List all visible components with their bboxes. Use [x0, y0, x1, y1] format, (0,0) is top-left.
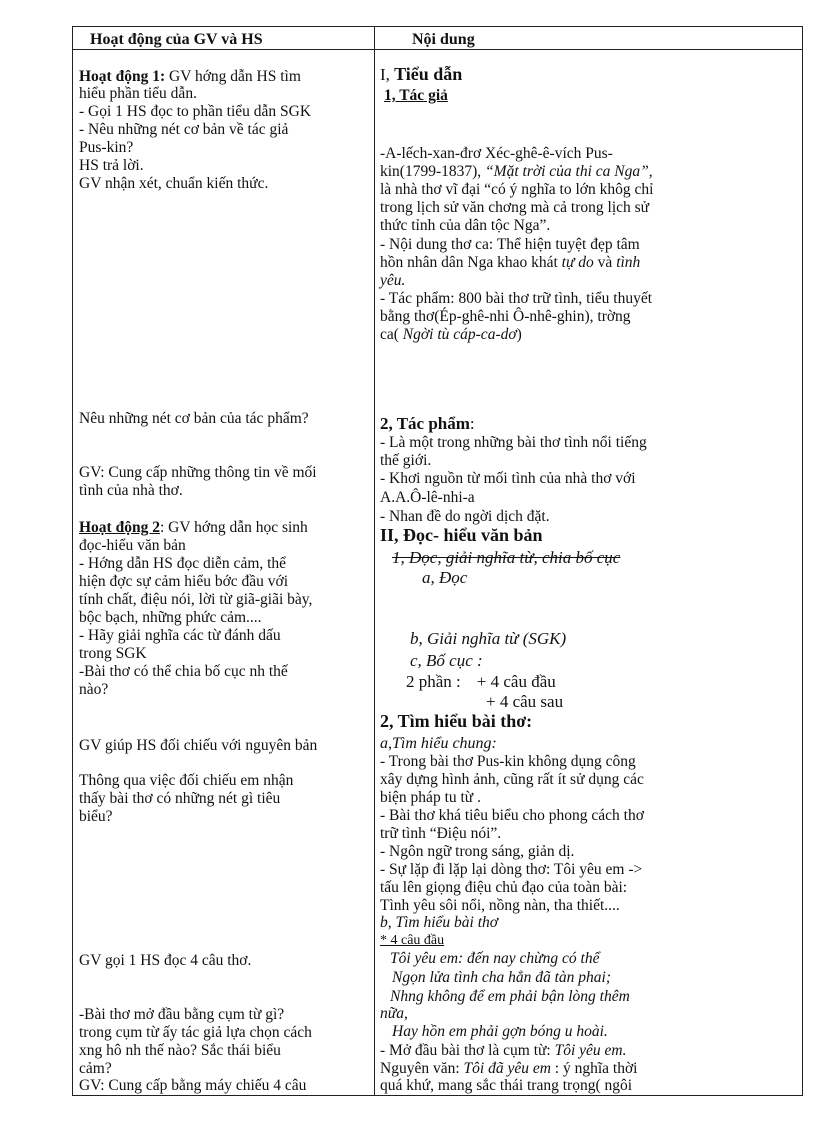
left-text: tình của nhà thơ.: [79, 482, 183, 499]
activity-2-line: Hoạt động 2: GV hớng dẫn học sinh: [79, 519, 308, 536]
poem-analysis-title: 2, Tìm hiểu bài thơ:: [380, 711, 533, 731]
right-text: yêu.: [380, 272, 406, 289]
first-four-lines-heading: * 4 câu đầu: [380, 933, 445, 948]
poem-line: Nhng không để em phải bận lòng thêm: [390, 988, 630, 1005]
activity-2-title: Hoạt động 2: [79, 519, 160, 536]
left-text: - Hớng dẫn HS đọc diễn cảm, thể: [79, 555, 287, 572]
left-text: -Bài thơ có thể chia bố cục nh thế: [79, 663, 288, 680]
header-divider: [73, 49, 802, 50]
activity-1-line: Hoạt động 1: GV hớng dẫn HS tìm: [79, 68, 301, 85]
reading-a: a, Đọc: [422, 568, 468, 587]
right-text: bằng thơ(Ép-ghê-nhi Ô-nhê-ghin), trờng: [380, 308, 631, 325]
left-text: hiện đợc sự cảm hiểu bớc đầu với: [79, 573, 289, 590]
left-text: trong cụm từ ấy tác giả lựa chọn cách: [79, 1024, 312, 1041]
reading-subheading: 1, Đọc, giải nghĩa từ, chia bố cục: [392, 548, 621, 567]
right-text: hồn nhân dân Nga khao khát tự do và tình: [380, 254, 641, 271]
reading-b: b, Giải nghĩa từ (SGK): [410, 629, 567, 648]
general-heading: a,Tìm hiểu chung:: [380, 735, 497, 752]
reading-c: c, Bố cục :: [410, 651, 483, 670]
poem-line: Tôi yêu em: đến nay chừng có thể: [390, 950, 600, 967]
left-text: cảm?: [79, 1060, 112, 1077]
left-text: GV: Cung cấp những thông tin về mối: [79, 464, 317, 481]
right-text: A.A.Ô-lê-nhi-a: [380, 489, 475, 506]
left-text: - Gọi 1 HS đọc to phần tiểu dẫn SGK: [79, 103, 312, 120]
left-text: GV: Cung cấp bằng máy chiếu 4 câu: [79, 1077, 307, 1094]
right-text: Nguyên văn: Tôi đã yêu em : ý nghĩa thời: [380, 1060, 638, 1077]
left-text: GV giúp HS đối chiếu với nguyên bản: [79, 737, 318, 754]
right-text: - Sự lặp đi lặp lại dòng thơ: Tôi yêu em ->: [380, 861, 643, 878]
section-reading-title: II, Đọc- hiểu văn bản: [380, 525, 543, 545]
right-text: quá khứ, mang sắc thái trang trọng( ngôi: [380, 1077, 633, 1094]
left-text: hiểu phần tiểu dẫn.: [79, 85, 197, 102]
left-text: trong SGK: [79, 645, 147, 662]
left-text: biểu?: [79, 808, 113, 825]
right-text: là nhà thơ vĩ đại “có ý nghĩa to lớn khôg chỉ: [380, 181, 654, 198]
header-left: Hoạt động của GV và HS: [90, 31, 263, 48]
section-intro-title: I, Tiểu dẫn: [380, 64, 463, 84]
poem-line: nữa,: [380, 1005, 408, 1022]
left-text: Thông qua việc đối chiếu em nhận: [79, 772, 294, 789]
right-text: kin(1799-1837), “Mặt trời của thi ca Nga”,: [380, 163, 653, 180]
left-text: - Hãy giải nghĩa các từ đánh dấu: [79, 627, 281, 644]
right-text: - Mở đầu bài thơ là cụm từ: Tôi yêu em.: [380, 1042, 627, 1059]
right-text: trong lịch sử văn chơng mà cả trong lịch sử: [380, 199, 650, 216]
left-text: GV nhận xét, chuẩn kiến thức.: [79, 175, 269, 192]
right-text: - Bài thơ khá tiêu biểu cho phong cách thơ: [380, 807, 644, 824]
right-text: xây dựng hình ảnh, cũng rất ít sử dụng các: [380, 771, 644, 788]
poem-line: Ngọn lửa tình cha hẳn đã tàn phai;: [392, 969, 611, 986]
left-text: HS trả lời.: [79, 157, 144, 174]
left-text: đọc-hiểu văn bản: [79, 537, 186, 554]
right-text: thế giới.: [380, 452, 432, 469]
left-question-work: Nêu những nét cơ bản của tác phẩm?: [79, 410, 309, 427]
work-heading: 2, Tác phẩm:: [380, 414, 475, 433]
right-text: trữ tình “Điệu nói”.: [380, 825, 502, 842]
layout-line-2: + 4 câu sau: [486, 692, 564, 711]
right-text: biện pháp tu từ .: [380, 789, 481, 806]
left-text: thấy bài thơ có những nét gì tiêu: [79, 790, 281, 807]
poem-detail-heading: b, Tìm hiểu bài thơ: [380, 914, 499, 931]
author-heading: 1, Tác giả: [384, 87, 448, 104]
right-text: - Nhan đề do ngời dịch đặt.: [380, 508, 550, 525]
right-text: Tình yêu sôi nổi, nồng nàn, tha thiết....: [380, 897, 620, 914]
right-text: - Là một trong những bài thơ tình nổi tiếng: [380, 434, 647, 451]
right-text: - Trong bài thơ Pus-kin không dụng công: [380, 753, 636, 770]
left-text: Pus-kin?: [79, 139, 134, 156]
left-text: GV gọi 1 HS đọc 4 câu thơ.: [79, 952, 252, 969]
poem-line: Hay hồn em phải gợn bóng u hoài.: [392, 1023, 608, 1040]
right-text: - Tác phẩm: 800 bài thơ trữ tình, tiểu thuyết: [380, 290, 653, 307]
column-divider: [374, 27, 375, 1095]
left-text: -Bài thơ mở đầu bằng cụm từ gì?: [79, 1006, 285, 1023]
layout-line-1: 2 phần : + 4 câu đầu: [406, 672, 556, 691]
right-text: - Nội dung thơ ca: Thể hiện tuyệt đẹp tâm: [380, 236, 640, 253]
right-text: tấu lên giọng điệu chủ đạo của toàn bài:: [380, 879, 628, 896]
left-text: bộc bạch, những phức cảm....: [79, 609, 262, 626]
left-text: nào?: [79, 681, 109, 698]
right-text: -A-lếch-xan-đrơ Xéc-ghê-ê-vích Pus-: [380, 145, 613, 162]
right-text: ca( Ngời tù cáp-ca-dơ): [380, 326, 522, 343]
right-text: - Ngôn ngữ trong sáng, giản dị.: [380, 843, 575, 860]
right-text: thức tỉnh của dân tộc Nga”.: [380, 217, 551, 234]
right-text: - Khơi nguồn từ mối tình của nhà thơ với: [380, 470, 636, 487]
left-text: - Nêu những nét cơ bản về tác giả: [79, 121, 289, 138]
activity-1-title: Hoạt động 1:: [79, 68, 166, 85]
left-text: xng hô nh thế nào? Sắc thái biểu: [79, 1042, 281, 1059]
left-text: tính chất, điệu nói, lời từ giã-giãi bày,: [79, 591, 313, 608]
header-right: Nội dung: [412, 31, 475, 48]
